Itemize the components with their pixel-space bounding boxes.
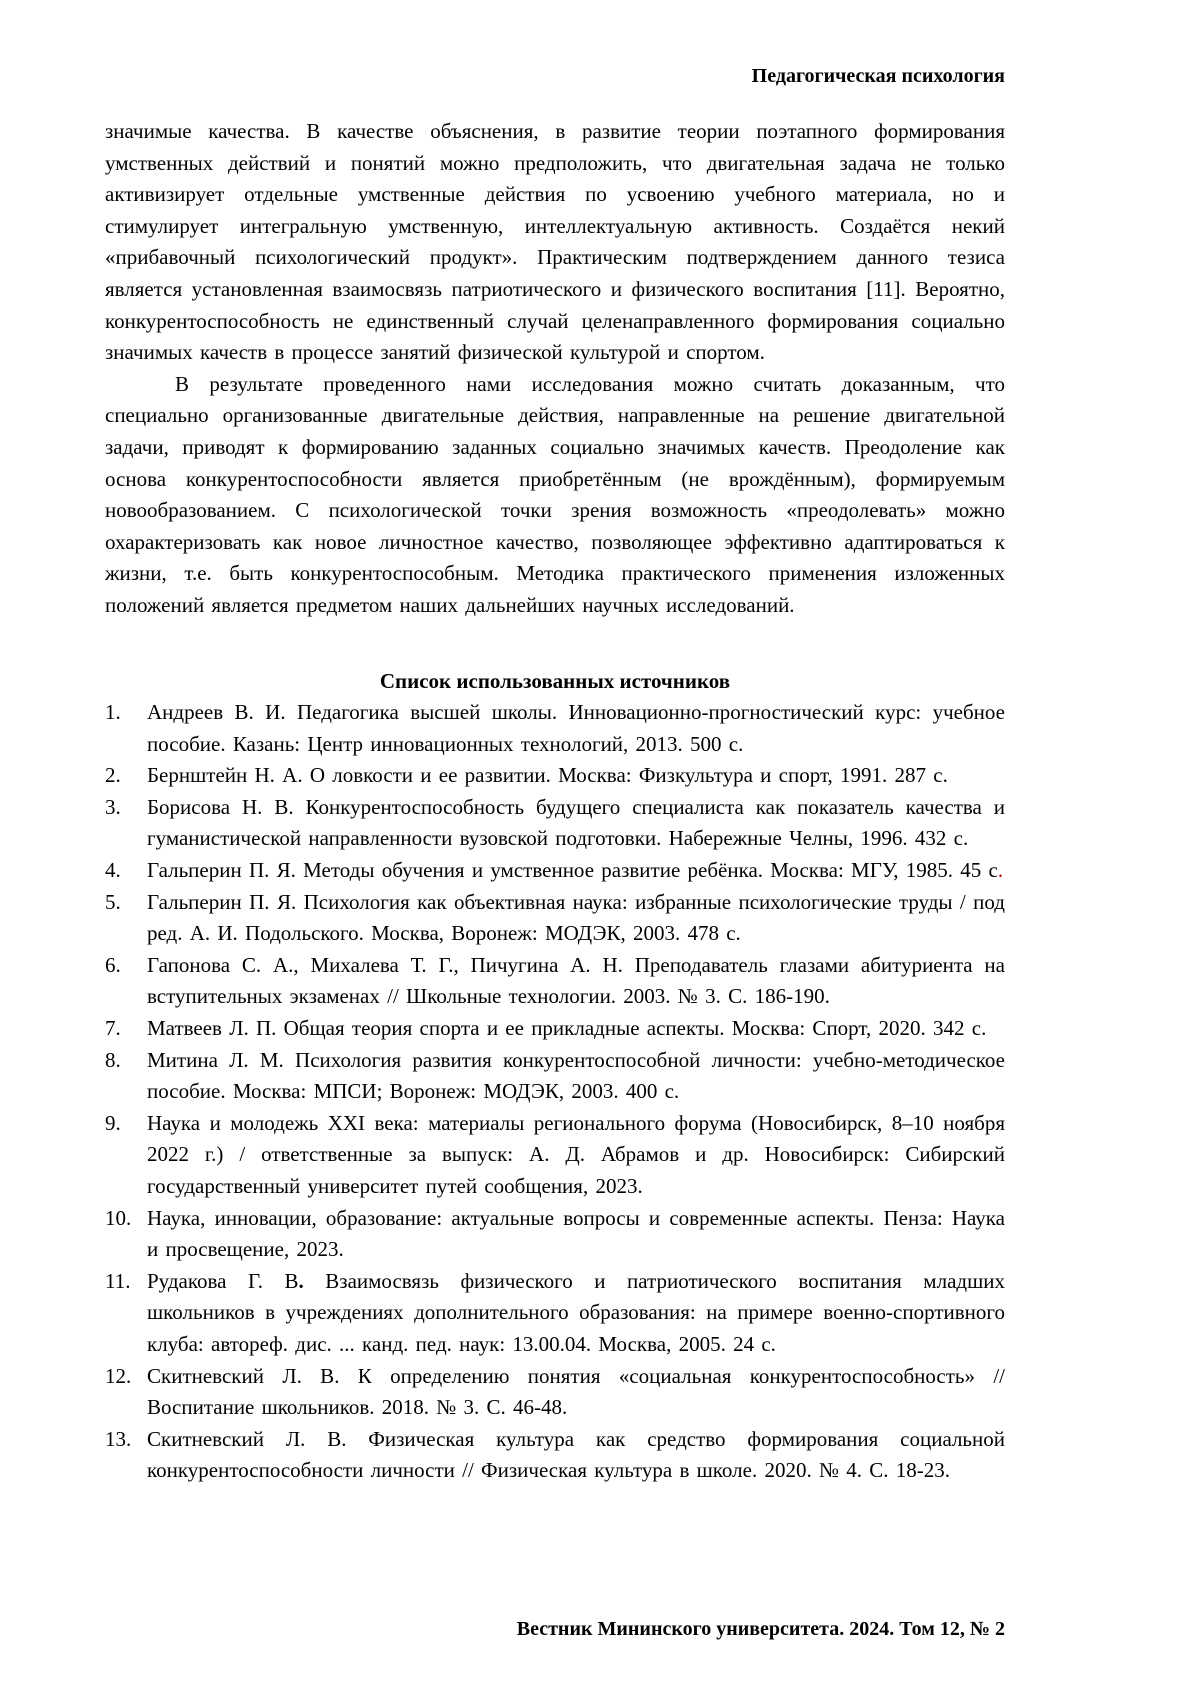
reference-number: 2.	[105, 763, 121, 788]
reference-text: Гапонова С. А., Михалева Т. Г., Пичугина А. Н. Преподаватель глазами абитуриента на вступительных экзаменах // Школьные технологии. 2003. № 3. С. 186-190.	[147, 952, 1005, 1009]
reference-item	[105, 1108, 1005, 1203]
reference-text: Гальперин П. Я. Методы обучения и умственное развитие ребёнка. Москва: МГУ, 1985. 45 с.	[147, 858, 1004, 883]
reference-text: Наука и молодежь XXI века: материалы регионального форума (Новосибирск, 8–10 ноября 2022 г.) / ответственные за выпуск: А. Д. Абрамов и др. Новосибирск: Сибирский государственный университет путей сообщения, 2023.	[147, 1110, 1005, 1198]
reference-item	[105, 855, 1005, 887]
reference-item	[105, 1013, 1005, 1045]
reference-number: 10.	[105, 1205, 132, 1230]
reference-text: Митина Л. М. Психология развития конкурентоспособной личности: учебно-методическое пособие. Москва: МПСИ; Воронеж: МОДЭК, 2003. 400 с.	[147, 1047, 1005, 1104]
reference-item	[105, 887, 1005, 950]
reference-number: 7.	[105, 1016, 121, 1041]
reference-text: Рудакова Г. В. Взаимосвязь физического и патриотического воспитания младших школьников в учреждениях дополнительного образования: на примере военно-спортивного клуба: автореф. дис. ... канд. пед. наук: 13.00.04. Москва, 2005. 24 с.	[147, 1268, 1005, 1356]
reference-number: 8.	[105, 1047, 121, 1072]
reference-text: Скитневский Л. В. К определению понятия «социальная конкурентоспособность» // Воспитание школьников. 2018. № 3. С. 46-48.	[147, 1363, 1005, 1420]
running-head: Педагогическая психология	[751, 65, 1005, 87]
reference-item	[105, 1045, 1005, 1108]
references-list	[105, 697, 1005, 1487]
reference-number: 13.	[105, 1426, 132, 1451]
reference-text: Наука, инновации, образование: актуальные вопросы и современные аспекты. Пенза: Наука и просвещение, 2023.	[147, 1205, 1005, 1262]
reference-number: 5.	[105, 889, 121, 914]
reference-number: 11.	[105, 1268, 131, 1293]
reference-text: Андреев В. И. Педагогика высшей школы. Инновационно-прогностический курс: учебное пособие. Казань: Центр инновационных технологий, 2013. 500 с.	[147, 700, 1005, 756]
reference-text: Скитневский Л. В. Физическая культура как средство формирования социальной конкурентоспособности личности // Физическая культура в школе. 2020. № 4. С. 18-23.	[147, 1426, 1005, 1483]
reference-item	[105, 792, 1005, 855]
reference-number: 4.	[105, 858, 121, 883]
reference-item	[105, 760, 1005, 792]
reference-text: Борисова Н. В. Конкурентоспособность будущего специалиста как показатель качества и гуманистической направленности вузовской подготовки. Набережные Челны, 1996. 432 с.	[147, 794, 1005, 851]
reference-number: 1.	[105, 700, 121, 725]
reference-text: Гальперин П. Я. Психология как объективная наука: избранные психологические труды / под ред. А. И. Подольского. Москва, Воронеж: МОДЭК, 2003. 478 с.	[147, 889, 1005, 946]
reference-item	[105, 1203, 1005, 1266]
reference-item	[105, 950, 1005, 1013]
references-heading: Список использованных источников	[379, 668, 731, 693]
reference-number: 9.	[105, 1110, 121, 1135]
footer-journal-line: Вестник Мининского университета. 2024. Том 12, № 2	[516, 1618, 1005, 1640]
paragraph-1: значимые качества. В качестве объяснения, в развитие теории поэтапного формирования умственных действий и понятий можно предположить, что двигательная задача не только активизирует отдельные умственные действия по усвоению учебного материала, но и стимулирует интегральную умственную, интеллектуальную активность. Создаётся некий «прибавочный психологический продукт». Практическим подтверждением данного тезиса является установленная взаимосвязь патриотического и физического воспитания [11]. Вероятно, конкурентоспособность не единственный случай целенаправленного формирования социально значимых качеств в процессе занятий физической культурой и спортом.	[105, 119, 1005, 365]
reference-text: Матвеев Л. П. Общая теория спорта и ее прикладные аспекты. Москва: Спорт, 2020. 342 с.	[147, 1016, 987, 1041]
reference-number: 6.	[105, 952, 121, 977]
reference-number: 3.	[105, 794, 121, 819]
reference-item	[105, 1361, 1005, 1424]
reference-item	[105, 697, 1005, 760]
reference-text: Бернштейн Н. А. О ловкости и ее развитии. Москва: Физкультура и спорт, 1991. 287 с.	[147, 763, 948, 788]
reference-item	[105, 1424, 1005, 1487]
paragraph-2: В результате проведенного нами исследования можно считать доказанным, что специально организованные двигательные действия, направленные на решение двигательной задачи, приводят к формированию заданных социально значимых качеств. Преодоление как основа конкурентоспособности является приобретённым (не врождённым), формируемым новообразованием. С психологической точки зрения возможность «преодолевать» можно охарактеризовать как новое личностное качество, позволяющее эффективно адаптироваться к жизни, т.е. быть конкурентоспособным. Методика практического применения изложенных положений является предметом наших дальнейших научных исследований.	[105, 371, 1005, 617]
reference-number: 12.	[105, 1363, 132, 1388]
reference-item	[105, 1266, 1005, 1361]
